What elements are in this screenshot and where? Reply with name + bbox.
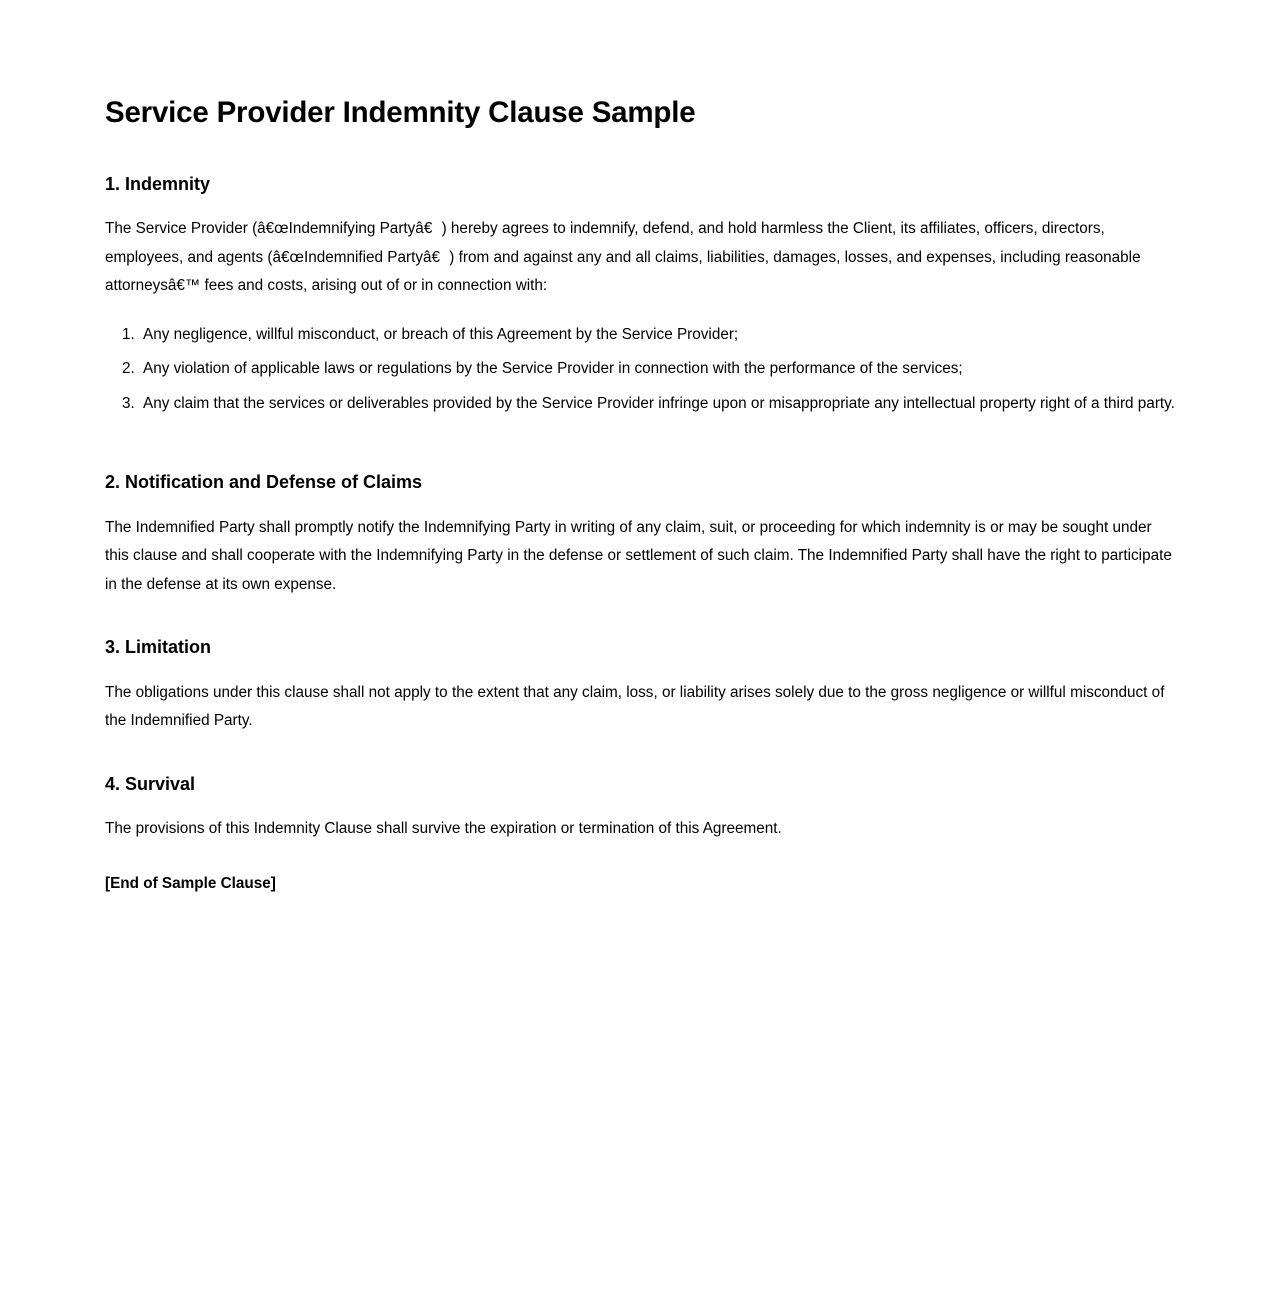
section-heading-limitation: 3. Limitation <box>105 637 212 658</box>
section-paragraph-survival: The provisions of this Indemnity Clause shall survive the expiration or termination of this Agreement. <box>105 820 782 838</box>
spacer <box>105 418 1175 434</box>
section-paragraph-notification-and-defense: The Indemnified Party shall promptly notify the Indemnifying Party in writing of any claim, suit, or proceeding for which indemnity is or may be sought under this clause and shall cooperate with the Indemnifying Party in the defense or settlement of such claim. The Indemnified Party shall have the right to participate in the defense at its own expense. <box>105 518 1172 593</box>
section-limitation <box>105 636 1175 736</box>
section-heading-survival: 4. Survival <box>105 773 196 794</box>
section-paragraph-limitation: The obligations under this clause shall not apply to the extent that any claim, loss, or liability arises solely due to the gross negligence or willful misconduct of the Indemnified Party. <box>105 683 1165 730</box>
section-notification-and-defense <box>105 471 1175 599</box>
list-item: 3. Any claim that the services or deliverables provided by the Service Provider infringe upon or misappropriate any intellectual property right of a third party. <box>139 390 1175 419</box>
indemnity-clause-list <box>105 321 1175 419</box>
section-heading-notification-and-defense: 2. Notification and Defense of Claims <box>105 472 423 493</box>
section-heading-indemnity: 1. Indemnity <box>105 173 211 194</box>
document-body <box>105 96 1175 898</box>
page-title: Service Provider Indemnity Clause Sample <box>105 96 696 129</box>
list-item: 1. Any negligence, willful misconduct, or breach of this Agreement by the Service Provider; <box>139 321 1175 350</box>
list-item: 2. Any violation of applicable laws or regulations by the Service Provider in connection with the performance of the services; <box>139 355 1175 384</box>
end-of-clause-note: [End of Sample Clause] <box>105 874 276 892</box>
section-survival <box>105 773 1175 844</box>
section-indemnity <box>105 173 1175 435</box>
section-paragraph-indemnity: The Service Provider (â€œIndemnifying Partyâ€) hereby agrees to indemnify, defend, and hold harmless the Client, its affiliates, officers, directors, employees, and agents (â€œIndemnified Partyâ€) from and against any and all claims, liabilities, damages, losses, and expenses, including reasonable attorneysâ€™ fees and costs, arising out of or in connection with: <box>105 220 1141 295</box>
